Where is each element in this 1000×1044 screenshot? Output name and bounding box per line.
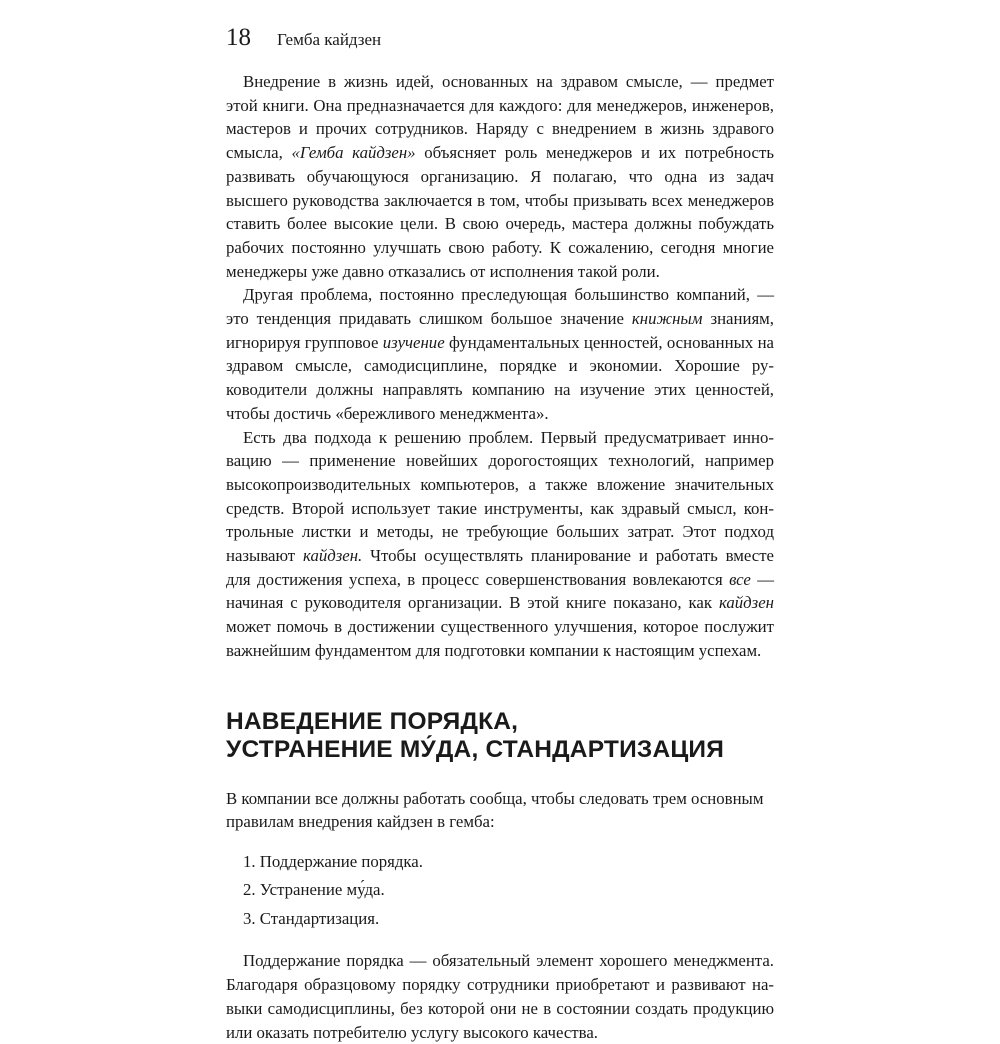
list-item: 2. Устранение му́да. (243, 880, 385, 900)
text-run: Есть два подхода к решению проблем. Первый предусматривает инновацию — применение новейших дорогостоящих технологий, например высокопроизводительных компьютеров, а также вложение значительных средств. Второй использует такие инструменты, как здравый смысл, контрольные листки и методы, не требующие больших затрат. Этот подход называют (226, 427, 774, 566)
italic-text-run: изучение (382, 332, 445, 352)
text-run: объясняет роль менеджеров и их потребность развивать обучающуюся организацию. Я полагаю, что одна из задач высшего руководства заключается в том, чтобы призывать всех менеджеров ставить более высокие цели. В свою очередь, мастера должны побуждать рабочих постоянно улучшать свою работу. К сожалению, сегодня многие менеджеры уже давно отказались от исполнения такой роли. (226, 143, 774, 281)
text-run: — начиная с руководителя организации. В этой книге показано, как (226, 569, 775, 613)
list-item: 3. Стандартизация. (243, 908, 380, 928)
paragraph (226, 949, 774, 1044)
running-head-title: Гемба кайдзен (277, 30, 382, 49)
running-head (226, 24, 774, 54)
text-run: в (432, 812, 450, 832)
paragraph (226, 70, 774, 283)
italic-text-run: кайдзен (376, 812, 433, 832)
section-heading (226, 708, 774, 764)
italic-text-run: книжным (631, 309, 703, 329)
text-run: Другая проблема, постоянно преследующая большинство компаний, — это тенденция придавать слишком большое значение (226, 285, 774, 329)
italic-text-run: «Гемба кайдзен» (291, 143, 416, 163)
section-lead (226, 787, 774, 834)
paragraph (226, 426, 774, 663)
text-run: Внедрение в жизнь идей, основанных на здравом смысле, — предмет этой книги. Она предназначается для каждого: для менеджеров, инженеров, мастеров и прочих сотрудников. Наряду с внедрением в жизнь здравого смысла, (226, 72, 774, 163)
rules-list (226, 848, 774, 934)
text-run: : (489, 812, 495, 832)
italic-text-run: кайдзен. (303, 546, 363, 566)
paragraph (226, 283, 774, 425)
text-run: В компании все должны работать сообща, чтобы следовать трем основным правилам внедрения (226, 788, 764, 832)
text-run: может помочь в достижении существенного улучшения, которое послужит важнейшим фундаментом для подготовки компании к настоящим успехам. (226, 617, 774, 660)
list-item: 1. Поддержание порядка. (243, 851, 423, 871)
book-page (226, 24, 774, 1044)
text-run: Чтобы осуществлять планирование и работать вместе для достижения успеха, в процесс совершенствования вовлекаются (226, 546, 775, 589)
section-heading-line: УСТРАНЕНИЕ МУ́ДА, СТАНДАРТИЗАЦИЯ (226, 735, 725, 763)
italic-text-run: все (729, 569, 751, 589)
italic-text-run: гемба (449, 812, 490, 832)
section-heading-line: НАВЕДЕНИЕ ПОРЯДКА, (226, 707, 519, 735)
italic-text-run: кайдзен (718, 593, 774, 613)
page-number: 18 (226, 24, 251, 51)
text-run: знаниям, игнорируя групповое (226, 309, 774, 352)
body-text (226, 70, 774, 663)
text-run: фундаментальных ценностей, основанных на здравом смысле, самодисциплине, порядке и экономии. Хорошие руководители должны направлять компанию на изучение этих ценностей, чтобы достичь «бережливого менеджмента». (226, 332, 774, 423)
text-run: Поддержание порядка — обязательный элемент хорошего менеджмента. Благодаря образцовому порядку сотрудники приобретают и развивают навыки самодисциплины, без которой они не в состоянии создать продукцию или оказать потребителю услугу высокого качества. (226, 951, 774, 1042)
